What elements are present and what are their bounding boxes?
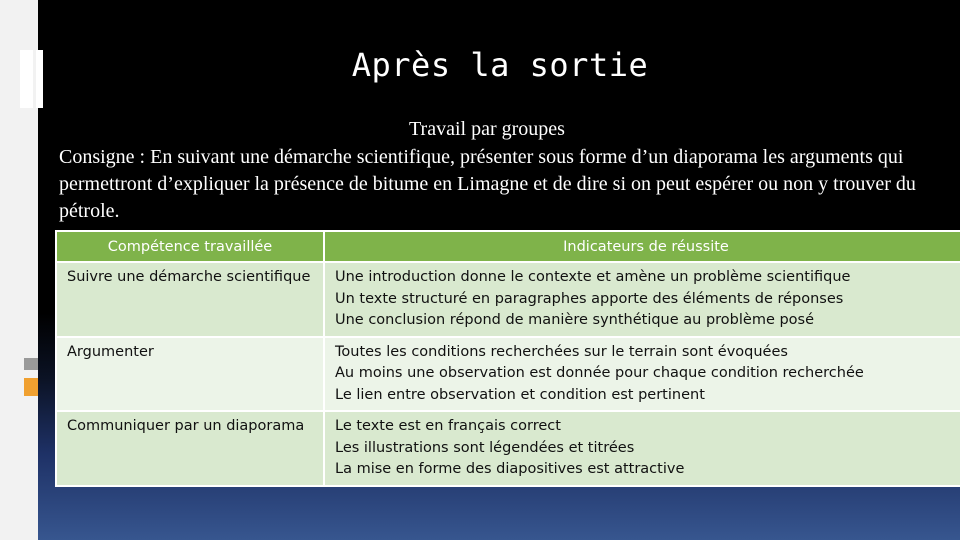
indicator-line: La mise en forme des diapositives est attractive <box>335 461 685 477</box>
criteria-table <box>55 230 960 487</box>
indicator-line: Toutes les conditions recherchées sur le terrain sont évoquées <box>335 343 788 360</box>
title-marker-bar-thin <box>36 50 43 108</box>
indicator-line: Le lien entre observation et condition est pertinent <box>335 386 705 403</box>
indicators-cell <box>324 411 960 486</box>
header-indicators: Indicateurs de réussite <box>324 231 960 262</box>
instructions-text: Consigne : En suivant une démarche scientifique, présenter sous forme d’un diaporama les arguments qui permettront d’expliquer la présence de bitume en Limagne et de dire si on peut espérer ou non y trouver du pétrole. <box>59 146 916 222</box>
indicators-cell <box>324 262 960 337</box>
table-row <box>56 411 960 486</box>
indicators-cell <box>324 337 960 412</box>
competence-cell: Communiquer par un diaporama <box>56 411 324 486</box>
indicator-line: Au moins une observation est donnée pour chaque condition recherchée <box>335 365 864 381</box>
table-header-row <box>56 231 960 262</box>
header-competence: Compétence travaillée <box>56 231 324 262</box>
title-marker-bar <box>20 50 33 108</box>
slide-title: Après la sortie <box>351 46 649 84</box>
slide-subtitle: Travail par groupes <box>409 118 565 140</box>
indicator-line: Une conclusion répond de manière synthétique au problème posé <box>335 312 815 328</box>
table-row <box>56 337 960 412</box>
table-row <box>56 262 960 337</box>
strip-orange-block <box>24 378 38 396</box>
indicator-line: Les illustrations sont légendées et titrées <box>335 439 635 456</box>
indicator-line: Une introduction donne le contexte et amène un problème scientifique <box>335 269 851 285</box>
competence-cell: Suivre une démarche scientifique <box>56 262 324 337</box>
indicator-line: Le texte est en français correct <box>335 418 561 434</box>
competence-cell: Argumenter <box>56 337 324 412</box>
strip-gray-block <box>24 358 38 370</box>
indicator-line: Un texte structuré en paragraphes apporte des éléments de réponses <box>335 290 844 307</box>
